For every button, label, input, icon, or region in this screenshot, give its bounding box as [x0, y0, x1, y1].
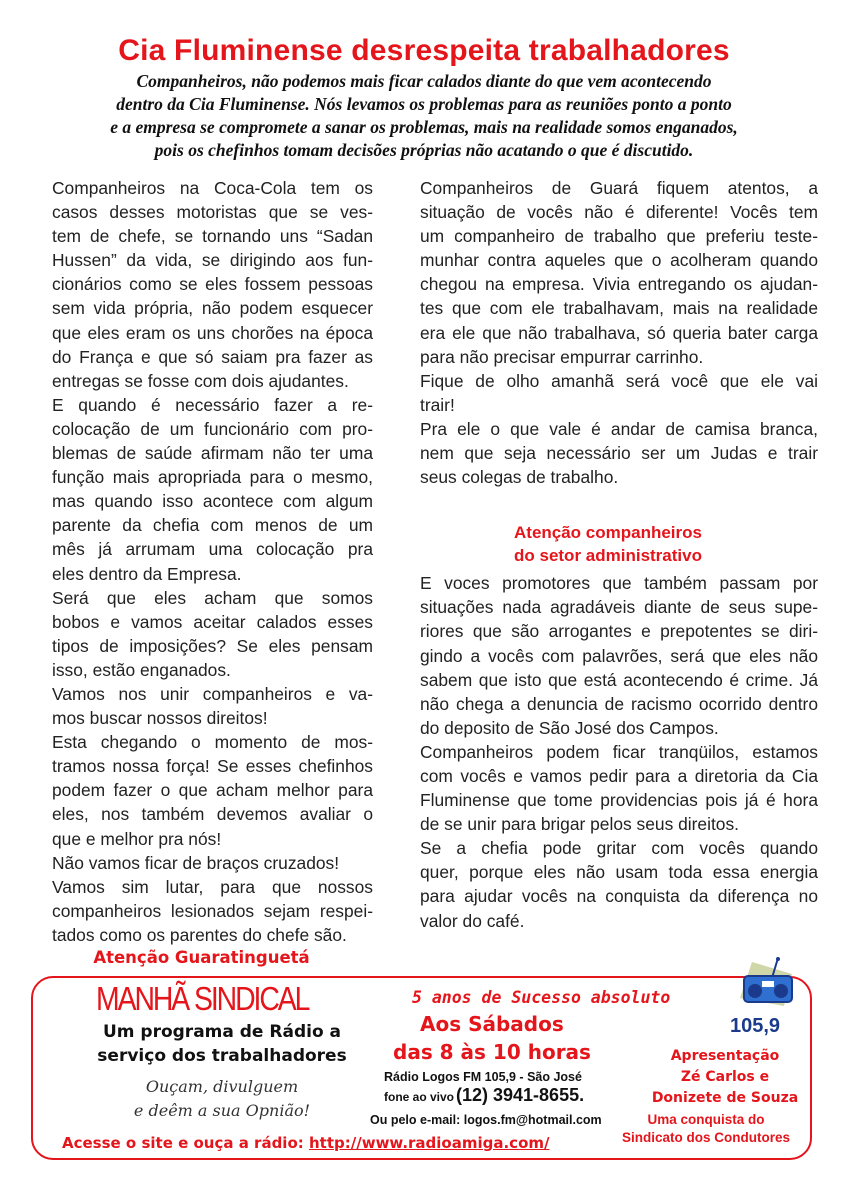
paragraph-line: Companheiros na Coca-Cola tem os: [52, 178, 373, 198]
left-column: [30, 176, 373, 947]
paragraph-line: não chega a denuncia de racismo ocorrido dentro: [420, 693, 818, 714]
article-paragraph: [30, 682, 373, 730]
phone-number: (12) 3941-8655.: [456, 1085, 585, 1105]
article-paragraph: [398, 417, 818, 489]
presenters-line: Zé Carlos e: [680, 1069, 770, 1085]
presenters: [642, 1046, 808, 1109]
radio-speaker-right: [774, 984, 788, 998]
paragraph-line: função mais apropriada para o mesmo,: [52, 467, 373, 488]
article-paragraph: [30, 851, 373, 875]
paragraph-line: tem de chefe, se tornando uns “Sadan: [52, 226, 373, 247]
union-credit-line: Uma conquista do: [647, 1112, 765, 1127]
paragraph-line: podem fazer o que acham melhor para: [52, 780, 373, 801]
paragraph-line: companheiros lesionados sejam respei-: [52, 900, 373, 921]
paragraph-line: que e melhor pra nós!: [52, 828, 222, 849]
hear-line: e deêm a sua Opnião!: [133, 1101, 311, 1120]
paragraph-line: Pra ele o que vale é andar de camisa branca,: [420, 418, 818, 439]
paragraph-line: mos buscar nossos direitos!: [52, 708, 268, 729]
intro-text: [55, 70, 793, 162]
paragraph-line: sabem que isto que está acontecendo é crime. Já: [420, 669, 818, 690]
intro-line: dentro da Cia Fluminense. Nós levamos os problemas para as reuniões ponto a ponto: [116, 94, 732, 114]
presenters-line: Donizete de Souza: [651, 1090, 799, 1106]
paragraph-line: tramos nossa força! Se esses chefinhos: [52, 756, 373, 777]
paragraph-line: mês já arrumam uma colocação pra: [52, 539, 373, 560]
subheading-line: Atenção companheiros: [514, 523, 702, 543]
paragraph-line: Fique de olho amanhã será você que ele vai: [420, 370, 818, 391]
paragraph-line: que eles eram os uns chorões na época: [52, 322, 373, 343]
subheading-line: do setor administrativo: [514, 546, 702, 566]
article-paragraph: [30, 176, 373, 393]
success-headline: 5 anos de Sucesso absoluto: [412, 988, 671, 1007]
article-paragraph: [398, 369, 818, 417]
paragraph-line: eles dentro da Empresa.: [52, 563, 242, 584]
article-paragraph: [398, 740, 818, 836]
paragraph-line: valor do café.: [420, 910, 525, 931]
radio-dial: [762, 981, 774, 987]
paragraph-line: Vamos sim lutar, para que nossos: [52, 876, 373, 897]
paragraph-line: para ajudar vocês na conquista da diferença no: [420, 886, 818, 907]
paragraph-line: do deposito de São José dos Campos.: [420, 717, 719, 738]
page-title: Cia Fluminense desrespeita trabalhadores: [118, 34, 730, 67]
paragraph-line: isso, estão enganados.: [52, 659, 231, 680]
article-paragraph: [30, 730, 373, 850]
intro-line: pois os chefinhos tomam decisões próprias não acatando o que é discutido.: [154, 140, 694, 160]
intro-line: Companheiros, não podemos mais ficar calados diante do que vem acontecendo: [136, 71, 712, 91]
presenters-line: Apresentação: [670, 1048, 780, 1064]
article-paragraph: [398, 176, 818, 369]
paragraph-line: gindo a vocês com palavrões, será que eles não: [420, 645, 818, 666]
paragraph-line: era ele que não trabalhava, só queria bater carga: [420, 322, 818, 343]
paragraph-line: um companheiro de trabalho que preferiu teste-: [420, 226, 818, 247]
brand-logo: MANHÃ SINDICAL: [96, 980, 309, 1017]
union-credit-line: Sindicato dos Condutores: [621, 1130, 790, 1145]
article-paragraph: [398, 571, 818, 740]
paragraph-line: chegou na empresa. Vivia entregando os ajudan-: [420, 274, 818, 295]
paragraph-line: com vocês e vamos pedir para a diretoria da Cia: [420, 765, 818, 786]
paragraph-line: situação de vocês não é diferente! Vocês tem: [420, 202, 818, 223]
schedule-hours: das 8 às 10 horas: [393, 1040, 591, 1064]
paragraph-line: sem vida própria, não podem esquecer: [52, 298, 373, 319]
section-label-guaratingueta: Atenção Guaratinguetá: [93, 948, 310, 967]
paragraph-line: nem que seja necessário ser um Judas e trair: [420, 443, 818, 464]
paragraph-line: seus colegas de trabalho.: [420, 467, 619, 488]
program-line: serviço dos trabalhadores: [97, 1046, 347, 1066]
paragraph-line: tados como os parentes do chefe são.: [52, 924, 347, 945]
paragraph-line: riores que são arrogantes e prepotentes se diri-: [420, 621, 818, 642]
site-link[interactable]: http://www.radioamiga.com/: [309, 1134, 550, 1152]
program-tagline: [62, 1020, 382, 1068]
program-line: Um programa de Rádio a: [102, 1022, 342, 1042]
paragraph-line: colocação de um funcionário com pro-: [52, 418, 373, 439]
paragraph-line: tes que com ele trabalhavam, mais na realidade: [420, 298, 818, 319]
paragraph-line: entregas se fosse com dois ajudantes.: [52, 370, 349, 391]
paragraph-line: Esta chegando o momento de mos-: [52, 732, 373, 753]
article-paragraph: [30, 875, 373, 947]
union-credit: [600, 1111, 812, 1147]
paragraph-line: E quando é necessário fazer a re-: [52, 394, 373, 415]
paragraph-line: tipos de imposições? Se eles pensam: [52, 635, 373, 656]
site-line: [62, 1134, 549, 1152]
paragraph-line: Hussen” da vida, se dirigindo aos fun-: [52, 250, 373, 271]
paragraph-line: Se a chefia pode gritar com vocês quando: [420, 838, 818, 859]
subheading-administrativo: [398, 521, 818, 567]
paragraph-line: E voces promotores que também passam por: [420, 573, 818, 594]
paragraph-line: Não vamos ficar de braços cruzados!: [52, 852, 340, 873]
intro-line: e a empresa se compromete a sanar os problemas, mais na realidade somos enganados,: [110, 117, 738, 137]
paragraph-line: Fluminense que tome providencias pois já é hora: [420, 790, 818, 811]
radio-speaker-left: [748, 984, 762, 998]
paragraph-line: Será que eles acham que somos: [52, 587, 373, 608]
radio-frequency: 105,9: [730, 1015, 781, 1037]
site-label: Acesse o site e ouça a rádio:: [62, 1134, 304, 1152]
paragraph-line: Vamos nos unir companheiros e va-: [52, 683, 373, 704]
article-paragraph: [30, 393, 373, 586]
paragraph-line: eles, nos também devemos avaliar o: [52, 804, 373, 825]
paragraph-line: parente da chefia com menos de um: [52, 515, 373, 536]
paragraph-line: situações nada agradáveis diante de seus supe-: [420, 597, 818, 618]
article-paragraph: [398, 836, 818, 932]
paragraph-line: casos desses motoristas que se ves-: [52, 202, 373, 223]
paragraph-line: cionários como se eles fossem pessoas: [52, 274, 373, 295]
article-paragraph: [30, 586, 373, 682]
paragraph-line: mas quando isso acontece com algum: [52, 491, 373, 512]
paragraph-line: quer, porque eles não usam toda essa energia: [420, 862, 818, 883]
paragraph-line: Companheiros de Guará fiquem atentos, a: [420, 178, 818, 198]
right-column: [398, 176, 818, 933]
hear-message: [62, 1075, 382, 1123]
paragraph-line: blemas de saúde afirmam não ter uma: [52, 443, 373, 464]
paragraph-line: bobos e vamos aceitar calados esses: [52, 611, 373, 632]
schedule-day: Aos Sábados: [420, 1012, 564, 1036]
station-name: Rádio Logos FM 105,9 - São José: [384, 1070, 582, 1084]
paragraph-line: Companheiros podem ficar tranqüilos, estamos: [420, 741, 818, 762]
contact-email: Ou pelo e-mail: logos.fm@hotmail.com: [370, 1113, 602, 1127]
hear-line: Ouçam, divulguem: [145, 1077, 299, 1096]
phone-label: fone ao vivo: [384, 1090, 455, 1104]
paragraph-line: trair!: [420, 394, 455, 415]
paragraph-line: do França e que só saiam pra fazer as: [52, 346, 373, 367]
paragraph-line: de se unir para brigar pelos seus direitos.: [420, 814, 740, 835]
paragraph-line: munhar contra aqueles que o acolheram quando: [420, 250, 818, 271]
paragraph-line: para não precisar empurrar carrinho.: [420, 346, 704, 367]
